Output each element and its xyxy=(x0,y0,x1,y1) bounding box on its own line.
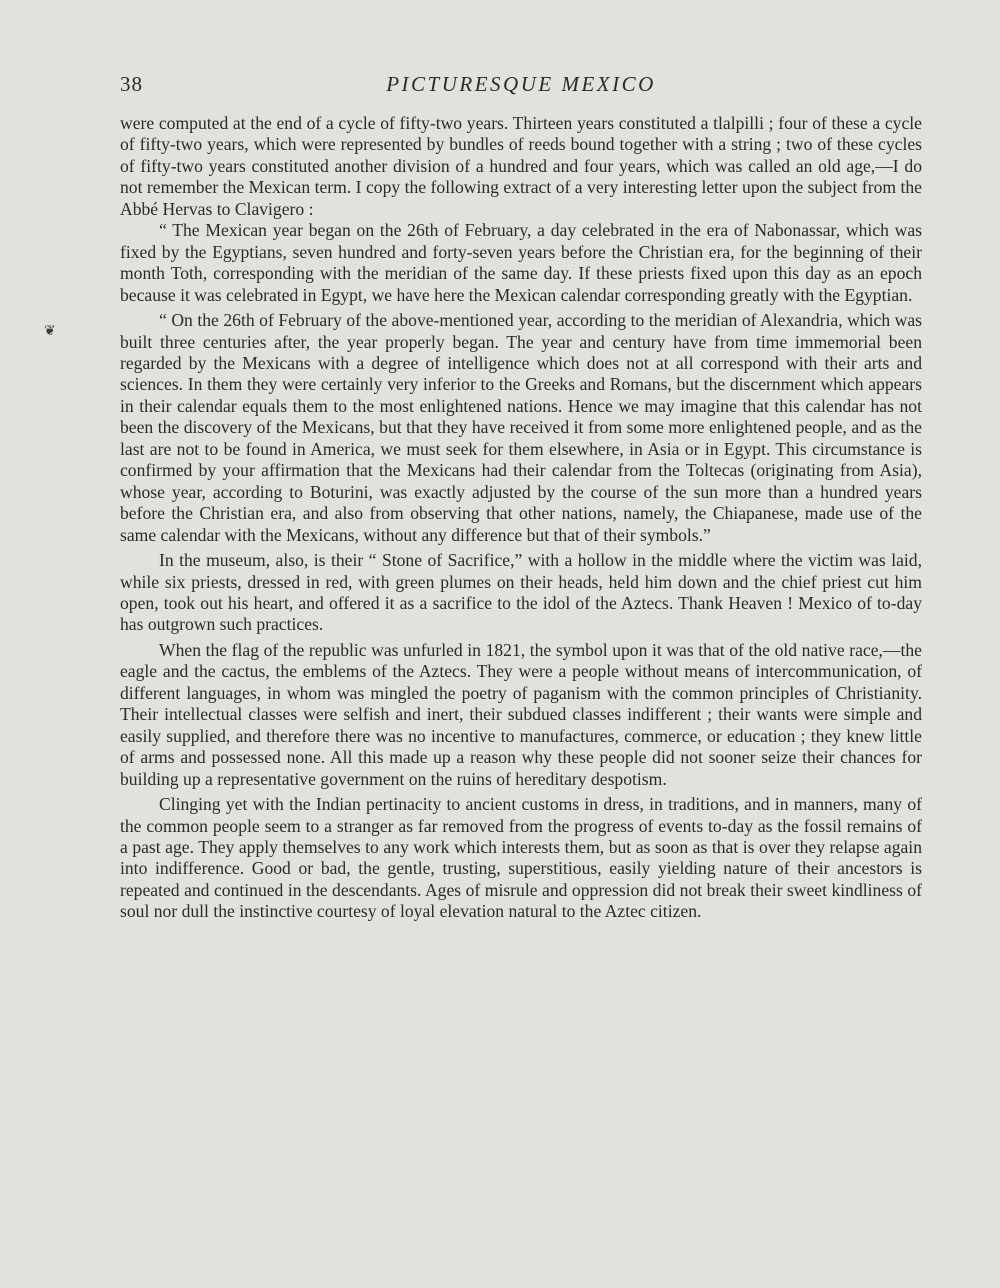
running-title: PICTURESQUE MEXICO xyxy=(386,72,656,96)
paragraph-quote-egyptian-calendar: “ The Mexican year began on the 26th of February, a day celebrated in the era of Nabonassar, which was fixed by the Egyptians, seven hundred and forty-seven years before the Christian era, for the beginning of their month Toth, corresponding with the meridian of the same day. If these priests fixed upon this day as an epoch because it was celebrated in Egypt, we have here the Mexican calendar corresponding greatly with the Egyptian. xyxy=(120,220,922,305)
paragraph-stone-of-sacrifice: In the museum, also, is their “ Stone of Sacrifice,” with a hollow in the middle where the victim was laid, while six priests, dressed in red, with green plumes on their heads, held him down and the chief priest cut him open, took out his heart, and offered it as a sacrifice to the idol of the Aztecs. Thank Heaven ! Mexico of to-day has outgrown such practices. xyxy=(120,550,922,635)
paragraph-quote-alexandria: “ On the 26th of February of the above-mentioned year, according to the meridian of Alexandria, which was built three centuries after, the year properly began. The year and century have from time immemorial been regarded by the Mexicans with a degree of intelligence which does not at all correspond with their arts and sciences. In them they were certainly very inferior to the Greeks and Romans, but the discernment which appears in their calendar equals them to the most enlightened nations. Hence we may imagine that this calendar has not been the discovery of the Mexicans, but that they have received it from some more enlightened people, and as the last are not to be found in America, we must seek for them elsewhere, in Asia or in Egypt. This circumstance is confirmed by your affirmation that the Mexicans had their calendar from the Toltecas (originating from Asia), whose year, according to Boturini, was exactly adjusted by the course of the sun more than a hundred years before the Christian era, and also from observing that other nations, namely, the Chiapanese, made use of the same calendar with the Mexicans, without any difference but that of their symbols.” xyxy=(120,310,922,545)
page-number: 38 xyxy=(120,72,143,96)
running-head xyxy=(120,72,922,100)
paragraph-continued: were computed at the end of a cycle of fifty-two years. Thirteen years constituted a tlalpilli ; four of these a cycle of fifty-two years, which were represented by bundles of reeds bound together with a string ; two of these cycles of fifty-two years constituted another division of a hundred and four years, which was called an old age,—I do not remember the Mexican term. I copy the following extract of a very interesting letter upon the subject from the Abbé Hervas to Clavigero : xyxy=(120,113,922,219)
paragraph-flag-of-republic: When the flag of the republic was unfurled in 1821, the symbol upon it was that of the old native race,—the eagle and the cactus, the emblems of the Aztecs. They were a people without means of intercommunication, of different languages, in whom was mingled the poetry of paganism with the common principles of Christianity. Their intellectual classes were selfish and inert, their subdued classes indifferent ; their wants were simple and easily supplied, and therefore there was no incentive to manufactures, commerce, or education ; they knew little of arms and possessed none. All this made up a reason why these people did not sooner seize their chances for building up a representative government on the ruins of hereditary despotism. xyxy=(120,639,922,789)
body-text xyxy=(120,113,922,923)
margin-ornament-mark: ❦ xyxy=(44,324,56,339)
paragraph-ancient-customs: Clinging yet with the Indian pertinacity to ancient customs in dress, in traditions, and in manners, many of the common people seem to a stranger as far removed from the progress of events to-day as the fossil remains of a past age. They apply themselves to any work which interests them, but as soon as that is over they relapse again into indifference. Good or bad, the gentle, trusting, superstitious, easily yielding nature of their ancestors is repeated and continued in the descendants. Ages of misrule and oppression did not break their sweet kindliness of soul nor dull the instinctive courtesy of loyal elevation natural to the Aztec citizen. xyxy=(120,794,922,922)
